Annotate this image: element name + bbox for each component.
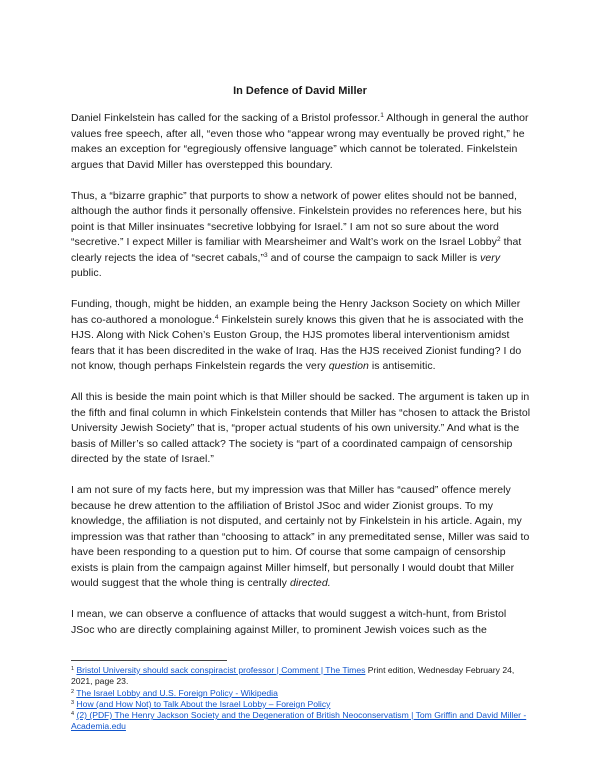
footnote-link[interactable]: (2) (PDF) The Henry Jackson Society and the Degeneration of British Neoconservatism | Tom Griffin and David Miller - Academia.edu	[71, 710, 527, 732]
footnote-text: Print edition, Wednesday February 24, 2021, page 23.	[71, 665, 515, 687]
paragraph-2-text-a: Thus, a “bizarre graphic” that purports to show a network of power elites should not be banned, although the author finds it personally offensive. Finkelstein provides no references here, but his point is that Miller insinuates “secretive lobbying for Israel.” I am not so sure about the word “secretive.” I expect Miller is familiar with Mearsheimer and Walt’s work on the Israel Lobby	[71, 189, 522, 248]
paragraph-1-text-a: Daniel Finkelstein has called for the sacking of a Bristol professor.	[71, 112, 381, 124]
footnote-number: 4	[71, 711, 75, 718]
paragraph-5-emphasis: directed.	[289, 577, 331, 589]
footnote-ref-1[interactable]: 1	[380, 112, 384, 119]
paragraph-3	[71, 297, 531, 375]
footnote-ref-3[interactable]: 3	[264, 251, 268, 259]
footnote-4	[71, 710, 536, 733]
paragraph-4-text: All this is beside the main point which is that Miller should be sacked. The argument is taken up in the fifth and final column in which Finkelstein contends that Miller has “chosen to attack the Bristol University Jewish Society” that is, “proper actual students of his own university.” And what is the basis of Miller’s so called attack? The society is “part of a coordinated campaign of censorship directed by the state of Israel.”	[71, 391, 531, 465]
paragraph-2-text-c: and of course the campaign to sack Miller is	[267, 251, 481, 264]
paragraph-4	[71, 390, 531, 468]
paragraph-6	[71, 607, 531, 638]
footnote-1	[71, 665, 536, 688]
footnote-number: 1	[71, 666, 75, 672]
paragraph-3-emphasis: question	[328, 360, 369, 372]
paragraph-1	[71, 111, 531, 173]
footnote-link[interactable]: The Israel Lobby and U.S. Foreign Policy - Wikipedia	[76, 687, 278, 698]
footnote-number: 2	[71, 688, 75, 695]
footnote-link[interactable]: Bristol University should sack conspiracist professor | Comment | The Times	[76, 665, 366, 675]
footnotes	[71, 665, 536, 733]
paragraph-2	[71, 189, 531, 282]
footnote-divider	[71, 660, 227, 661]
paragraph-2-text-b: that clearly rejects the idea of “secret cabals,”	[71, 236, 522, 264]
footnote-link[interactable]: How (and How Not) to Talk About the Israel Lobby – Foreign Policy	[76, 698, 331, 709]
footnote-number: 3	[71, 699, 75, 706]
paragraph-5	[71, 483, 531, 592]
paragraph-1-text-b: Although in general the author values free speech, after all, “even those who “appear wrong may eventually be proved right,” he makes an exception for “egregiously offensive language” which cannot be tolerated. Finkelstein argues that David Miller has overstepped this boundary.	[71, 112, 529, 171]
footnote-3	[71, 699, 536, 710]
paragraph-3-text-a: Funding, though, might be hidden, an example being the Henry Jackson Society on which Miller has co-authored a monologue.	[71, 298, 521, 326]
document-body	[71, 111, 531, 654]
footnote-ref-4[interactable]: 4	[214, 313, 219, 321]
paragraph-5-text-a: I am not sure of my facts here, but my impression was that Miller has “caused” offence merely because he drew attention to the affiliation of Bristol JSoc and wider Zionist groups. To my knowledge, the affiliation is not disputed, and certainly not by Finkelstein in his article. Again, my impression was that rather than “choosing to attack” in any premeditated sense, Miller was said to have been responding to a question put to him. Of course that some campaign of censorship exists is plain from the campaign against Miller himself, but personally I would doubt that Miller would suggest that the whole thing is centrally	[71, 484, 530, 589]
paragraph-2-emphasis: very	[480, 251, 501, 264]
footnote-ref-2[interactable]: 2	[496, 236, 501, 243]
paragraph-2-text-d: public.	[71, 267, 102, 279]
paragraph-6-text: I mean, we can observe a confluence of attacks that would suggest a witch-hunt, from Bristol JSoc who are directly complaining against Miller, to prominent Jewish voices such as the	[71, 608, 507, 636]
footnote-2	[71, 688, 536, 699]
paragraph-3-text-b: Finkelstein surely knows this given that he is associated with the HJS. Along with Nick Cohen’s Euston Group, the HJS promotes liberal interventionism amidst fears that it has been discredited in the wake of Iraq. Has the HJS received Zionist funding? I do not know, though perhaps Finkelstein regards the very	[71, 313, 524, 372]
paragraph-3-text-c: is antisemitic.	[368, 360, 436, 372]
document-title: In Defence of David Miller	[233, 85, 367, 97]
